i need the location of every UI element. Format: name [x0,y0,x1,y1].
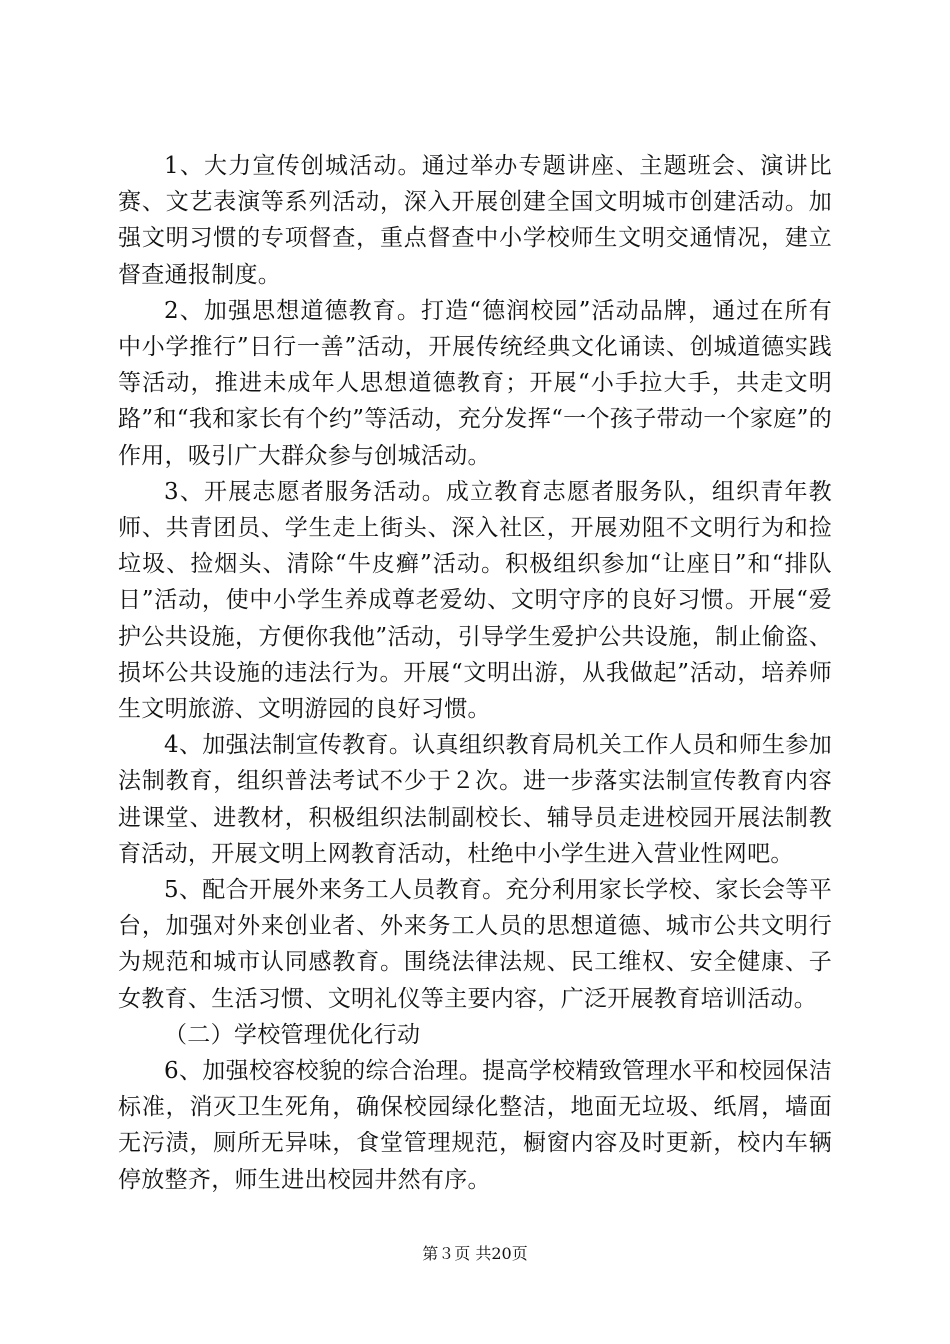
paragraph-2-moral-education: 2、加强思想道德教育。打造“德润校园”活动品牌，通过在所有中小学推行”日行一善”活动，开展传统经典文化诵读、创城道德实践等活动，推进未成年人思想道德教育；开展“小手拉大手，共走文明路”和“我和家长有个约”等活动，充分发挥“一个孩子带动一个家庭”的作用，吸引广大群众参与创城活动。 [118,297,832,469]
paragraph-6-campus-governance: 6、加强校容校貌的综合治理。提高学校精致管理水平和校园保洁标准，消灭卫生死角，确保校园绿化整洁，地面无垃圾、纸屑，墙面无污渍，厕所无异味，食堂管理规范，橱窗内容及时更新，校内车辆停放整齐，师生进出校园井然有序。 [118,1058,832,1193]
paragraph-1-promote-city-campaign: 1、大力宣传创城活动。通过举办专题讲座、主题班会、演讲比赛、文艺表演等系列活动，深入开展创建全国文明城市创建活动。加强文明习惯的专项督查，重点督查中小学校师生文明交通情况，建立督查通报制度。 [118,153,832,288]
document-body [118,148,832,1198]
section-heading-school-management: （二）学校管理优化行动 [164,1021,421,1048]
paragraph-4-legal-education: 4、加强法制宣传教育。认真组织教育局机关工作人员和师生参加法制教育，组织普法考试不少于２次。进一步落实法制宣传教育内容进课堂、进教材，积极组织法制副校长、辅导员走进校园开展法制教育活动，开展文明上网教育活动，杜绝中小学生进入营业性网吧。 [118,732,832,867]
paragraph-3-volunteer-service: 3、开展志愿者服务活动。成立教育志愿者服务队，组织青年教师、共青团员、学生走上街头、深入社区，开展劝阻不文明行为和捡垃圾、捡烟头、清除“牛皮癣”活动。积极组织参加“让座日”和“排队日”活动，使中小学生养成尊老爱幼、文明守序的良好习惯。开展“爱护公共设施，方便你我他”活动，引导学生爱护公共设施，制止偷盗、损坏公共设施的违法行为。开展“文明出游，从我做起”活动，培养师生文明旅游、文明游园的良好习惯。 [118,478,832,723]
paragraph-5-migrant-worker-education: 5、配合开展外来务工人员教育。充分利用家长学校、家长会等平台，加强对外来创业者、外来务工人员的思想道德、城市公共文明行为规范和城市认同感教育。围绕法律法规、民工维权、安全健康、子女教育、生活习惯、文明礼仪等主要内容，广泛开展教育培训活动。 [118,877,832,1012]
page-number-footer: 第３页 共20页 [422,1244,528,1263]
